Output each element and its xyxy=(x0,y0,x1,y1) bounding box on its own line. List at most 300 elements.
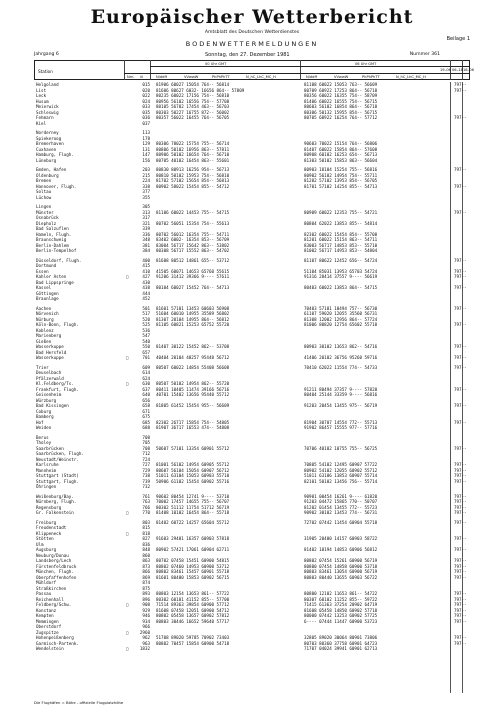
station-name: List xyxy=(36,87,47,93)
obs-0000-group: 80507 60022 14854 55408 56608 xyxy=(156,364,230,370)
station-number: 384 xyxy=(142,248,150,253)
obs-0000-group: 81307 20104 14955 864-- 56812 xyxy=(156,316,230,322)
station-number: 729 xyxy=(142,467,150,473)
obs-0600-group: 91203 04472 15865 770-- 50707 xyxy=(304,499,378,504)
precip-group: 797-- xyxy=(454,499,467,504)
station-name: Straßkirchen xyxy=(36,585,67,591)
subcolumn-header: PhPhPhTT xyxy=(362,75,380,79)
station-name: Lüneburg xyxy=(36,157,57,163)
obs-0600-group: 31905 20400 14157 60903 58722 xyxy=(304,536,378,541)
obs-0000-group: 80308 56717 15552 863-- 54702 xyxy=(156,248,230,253)
precip-group: 797-- xyxy=(454,305,467,311)
obs-0000-group: 91206 31412 39366 9---- 57611 xyxy=(156,274,230,279)
obs-0000-group: 81805 61452 15454 955-- 56609 xyxy=(156,403,230,408)
station-name: Bad Salzuflen xyxy=(36,226,69,231)
station-number: 637 xyxy=(142,386,150,392)
station-number: 763 xyxy=(142,499,150,504)
obs-0600-group: 90901 00454 16261 9---- 61820 xyxy=(304,493,378,499)
station-name: Hameln, Flugh. xyxy=(36,231,72,237)
station-name: Augsburg xyxy=(36,547,57,552)
precip-group: 797-- xyxy=(454,257,467,263)
station-number: 688 xyxy=(142,425,150,430)
station-number: 156 xyxy=(142,157,150,163)
station-name: Nörvenich xyxy=(36,311,59,316)
station-name: Memmingen xyxy=(36,618,59,624)
station-number: 501 xyxy=(142,305,150,311)
obs-0000-group: 80302 60101 41152 855-- 57700 xyxy=(156,596,230,602)
station-name: Hof xyxy=(36,419,44,425)
station-name: Marienberg xyxy=(36,333,62,338)
obs-0000-group: 83402 6002- 16354 853-- 56709 xyxy=(156,237,230,242)
obs-0000-group: 81407 30122 15452 862-- 53708 xyxy=(156,344,230,349)
obs-0000-group: 81906 60027 15054 764-- 56814 xyxy=(156,82,230,87)
mountain-station-marker: □ xyxy=(126,602,129,607)
station-name: Bremen xyxy=(36,178,52,183)
station-number: 520 xyxy=(142,316,150,322)
station-number: 452 xyxy=(142,296,150,301)
obs-0000-group: 82302 26717 15854 754-- 54805 xyxy=(156,419,230,425)
obs-0000-group: 81601 57101 13453 60603 56908 xyxy=(156,305,230,311)
station-number: 339 xyxy=(142,226,150,231)
obs-0600-group: 80705 60922 16254 764-- 57712 xyxy=(304,115,378,120)
obs-0000-group: 80810 50102 15953 754-- 56810 xyxy=(156,172,230,178)
station-name: Leck xyxy=(36,93,47,98)
obs-0000-group: 80902 57421 17061 60904 62711 xyxy=(156,547,230,552)
obs-0600-group: 80603 56102 16854 864-- 56718 xyxy=(304,104,378,109)
station-number: 037 xyxy=(142,120,150,126)
precip-group: 797-- xyxy=(454,596,467,602)
station-number: 727 xyxy=(142,462,150,467)
station-name: Mühldorf xyxy=(36,580,57,585)
station-name: Düsseldorf, Flugh. xyxy=(36,257,82,263)
obs-0000-group: 80411 10405 11474 39166 56716 xyxy=(156,386,230,392)
precip-group: 797-- xyxy=(454,574,467,580)
obs-0600-group: 41406 20102 36756 95260 59716 xyxy=(304,355,378,360)
obs-0600-group: 80709 60922 17253 864-- 56718 xyxy=(304,87,378,93)
station-name: Cuxhaven xyxy=(36,146,57,152)
station-name: Zugspitze xyxy=(36,629,59,635)
mountain-station-marker: □ xyxy=(126,274,129,279)
obs-0000-group: 91603 29401 16357 60903 57818 xyxy=(156,536,230,541)
station-name: Köln-Bonn, Flugh. xyxy=(36,322,79,327)
obs-0000-group: 80105 56702 17454 463-- 56703 xyxy=(156,104,230,109)
date-label: Sonntag, den 27. Dezember 1981 xyxy=(205,52,290,58)
subcolumn-header: N/ddff xyxy=(306,75,317,79)
station-name: Frankfurt, Flugh. xyxy=(36,386,79,392)
station-number: 963 xyxy=(142,640,150,646)
station-name: Meierwick xyxy=(36,104,59,109)
obs-0600-group: 80000 07442 13253 60902 57725 xyxy=(304,613,378,618)
station-name: Nürburg xyxy=(36,316,54,322)
station-name: Bremerhaven xyxy=(36,141,64,146)
station-name: Spiekeroog xyxy=(36,135,62,141)
station-number: 131 xyxy=(142,146,150,152)
station-name: Emden, Hafen xyxy=(36,167,67,172)
obs-0600-group: 80307 60102 11252 855-- 59722 xyxy=(304,596,378,602)
station-name: Neustadt/Weinstr. xyxy=(36,456,79,462)
station-number: 640 xyxy=(142,392,150,397)
station-name: Oldenburg xyxy=(36,172,59,178)
precip-group: 797-- xyxy=(454,445,467,451)
obs-0600-group: 82302 60022 15454 854-- 55708 xyxy=(304,231,378,237)
subcolumn-header: N_hC_LhC_MC_H xyxy=(246,75,276,79)
station-name: Kempten xyxy=(36,613,54,618)
station-name: Bad Lippspringe xyxy=(36,279,74,285)
station-number: 400 xyxy=(142,257,150,263)
precip-group: 797-- xyxy=(454,473,467,478)
obs-0600-group: 83003 56717 14853 853-- 55710 xyxy=(304,242,378,248)
obs-0000-group: 80906 50102 16654 764-- 56710 xyxy=(156,152,230,157)
station-number: 803 xyxy=(142,519,150,525)
obs-0000-group: 81907 36717 16553 474-- 54808 xyxy=(156,425,230,430)
station-number: 848 xyxy=(142,547,150,552)
precip-group: 797-- xyxy=(454,607,467,613)
obs-0600-group: 81407 60022 15854 864-- 57608 xyxy=(304,146,378,152)
obs-0000-group: 81606 80627 6032- 16656 864-- 57809 xyxy=(156,87,245,93)
station-number: 338 xyxy=(142,183,150,189)
obs-0000-group: 80956 56102 16556 754-- 57708 xyxy=(156,98,230,104)
obs-0600-group: 81308 12002 12956 864-- 57724 xyxy=(304,316,378,322)
obs-0600-group: 32805 89020 30064 80901 73806 xyxy=(304,635,378,640)
station-name: Koblenz xyxy=(36,327,54,333)
precip-group: 797-- xyxy=(454,285,467,290)
mountain-station-marker: □ xyxy=(126,355,129,360)
station-number: 671 xyxy=(142,408,150,414)
obs-0600-group: 91203 20454 13455 975-- 56719 xyxy=(304,403,378,408)
obs-0600-group: 81904 30707 14554 772-- 55713 xyxy=(304,419,378,425)
precip-group: 797-- xyxy=(454,87,467,93)
mountain-station-marker: □ xyxy=(126,646,129,651)
station-name: Berus xyxy=(36,434,49,440)
station-number: 147 xyxy=(142,152,150,157)
obs-0600-group: 81406 60022 16555 754-- 56715 xyxy=(304,98,378,104)
obs-0600-group: 81108 60022 15053 763-- 56609 xyxy=(304,82,378,87)
station-number: 866 xyxy=(142,569,150,574)
page-title: Europäischer Wetterbericht xyxy=(90,6,414,28)
group2-time-header: 06 Uhr GMT xyxy=(355,62,377,66)
obs-0600-group: 81006 80820 12754 65602 55718 xyxy=(304,322,378,327)
station-number: 020 xyxy=(142,87,150,93)
station-name: Wendelstein xyxy=(36,646,64,651)
obs-0600-group: 90603 70022 15154 764-- 56806 xyxy=(304,141,378,146)
precip-group: 797-- xyxy=(454,569,467,574)
station-number: 203 xyxy=(142,167,150,172)
station-name: Stuttgart, Flugh. xyxy=(36,478,79,484)
station-number: 657 xyxy=(142,349,150,355)
precip-group: 797-- xyxy=(454,602,467,607)
station-number: 624 xyxy=(142,375,150,381)
station-number: 708 xyxy=(142,445,150,451)
obs-0600-group: 81202 01454 13455 772-- 55723 xyxy=(304,504,378,510)
section-subtitle: BODENWETTERMELDUNGEN xyxy=(185,40,319,48)
precip-group: 797-- xyxy=(454,547,467,552)
station-name: Weißenburg/Bay. xyxy=(36,493,74,499)
station-number: 348 xyxy=(142,237,150,242)
obs-0600-group: 81202 57102 13953 854-- 56705 xyxy=(304,178,378,183)
obs-0000-group: 81608 07458 12051 60900 54712 xyxy=(156,607,230,613)
station-name: Geisenheim xyxy=(36,392,62,397)
station-number: 215 xyxy=(142,172,150,178)
obs-0600-group: 80803 80440 13655 60903 56722 xyxy=(304,574,378,580)
obs-0600-group: 81201 60022 15154 863-- 54711 xyxy=(304,237,378,242)
obs-0600-group: 51104 85031 13953 65703 54724 xyxy=(304,268,378,274)
precip-group: 797-- xyxy=(454,322,467,327)
header-rule xyxy=(150,66,470,67)
obs-0000-group: 40701 15402 13656 95440 55712 xyxy=(156,392,230,397)
station-number: 430 xyxy=(142,279,150,285)
obs-0600-group: 80356 60022 16355 754-- 58709 xyxy=(304,93,378,98)
station-number: 377 xyxy=(142,189,150,194)
station-name: Bad Hersfeld xyxy=(36,349,67,355)
station-number: 708 xyxy=(142,434,150,440)
obs-0000-group: 80702 56012 16354 755-- 54711 xyxy=(156,231,230,237)
obs-0600-group: 61107 59020 12055 35560 56731 xyxy=(304,311,378,316)
precip-group: 797-- xyxy=(454,403,467,408)
station-name: Passau xyxy=(36,591,52,596)
precip-group: 797-- xyxy=(454,640,467,646)
precip-group: 797-- xyxy=(454,478,467,484)
station-name: Konstanz xyxy=(36,607,57,613)
obs-0600-group: 80909 60022 12353 755-- 54721 xyxy=(304,209,378,215)
obs-0000-group: 81105 60821 15253 65752 55720 xyxy=(156,322,230,327)
station-name: Nürnberg, Flugh. xyxy=(36,499,77,504)
station-name: Fürstenfeldbruck xyxy=(36,563,77,569)
station-name: Garmisch-Partenk. xyxy=(36,640,79,646)
station-number: 675 xyxy=(142,414,150,419)
station-number: 024 xyxy=(142,98,150,104)
obs-0600-group: 72702 07442 11454 60904 55718 xyxy=(304,519,378,525)
precip-group: 797-- xyxy=(454,364,467,370)
station-number: 818 xyxy=(142,530,150,536)
station-name: Stuttgart (Stadt) xyxy=(36,473,79,478)
station-number: 827 xyxy=(142,536,150,541)
subcolumn-header: Nrn. xyxy=(127,75,135,79)
subcolumn-header: VVwwW xyxy=(184,75,199,79)
obs-0000-group: 70002 17457 14655 755-- 56707 xyxy=(156,499,230,504)
station-number: 701 xyxy=(142,355,150,360)
obs-0000-group: 81408 10102 16454 864-- 55718 xyxy=(156,510,230,515)
station-number: 874 xyxy=(142,580,150,585)
period-header: 18–06 xyxy=(463,68,474,72)
obs-0600-group: 80908 60102 16253 654-- 56713 xyxy=(304,152,378,157)
station-number: 305 xyxy=(142,204,150,209)
station-name: Kl.Feldberg/Ts. xyxy=(36,381,74,386)
obs-0000-group: 80802 83461 15457 60901 55718 xyxy=(156,569,230,574)
precip-group: 797-- xyxy=(454,419,467,425)
precip-group: 797-- xyxy=(454,618,467,624)
obs-0000-group: 80705 40102 16454 863-- 55601 xyxy=(156,157,230,163)
station-name: Klippeneck xyxy=(36,530,62,536)
station-number: 1832 xyxy=(139,646,150,651)
station-number: 929 xyxy=(142,607,150,613)
obs-0600-group: 81303 50102 15853 863-- 56604 xyxy=(304,157,378,163)
station-name: Fehmarn xyxy=(36,115,54,120)
obs-0600-group: 82101 50102 13456 756-- 55714 xyxy=(304,478,378,484)
station-number: 336 xyxy=(142,231,150,237)
station-number: 946 xyxy=(142,613,150,618)
precip-group: 797-- xyxy=(454,183,467,189)
station-name: Berlin-Dahlem xyxy=(36,242,69,248)
obs-0000-group: 80803 30446 16652 59640 57717 xyxy=(156,618,230,624)
precip-group: 797-- xyxy=(454,536,467,541)
station-name: Husum xyxy=(36,98,49,104)
station-name: Aachen xyxy=(36,305,52,311)
obs-0000-group: 51708 89020 59785 70902 73403 xyxy=(156,635,230,640)
station-number: 410 xyxy=(142,268,150,274)
obs-0000-group: 80702 56051 15354 754-- 55613 xyxy=(156,220,230,226)
obs-0000-group: 80802 05458 13657 60902 57812 xyxy=(156,613,230,618)
obs-0000-group: 81106 60022 14453 755-- 54715 xyxy=(156,209,230,215)
obs-0600-group: 71415 61363 37254 20902 64719 xyxy=(304,602,378,607)
publisher-subtitle: Amtsblatt des Deutschen Wetterdienstes xyxy=(204,30,300,35)
station-number: 685 xyxy=(142,419,150,425)
station-name: Wasserkuppe xyxy=(36,355,64,360)
obs-0600-group: 81002 56717 14953 853-- 54804 xyxy=(304,248,378,253)
station-number: 033 xyxy=(142,104,150,109)
station-number: 355 xyxy=(142,194,150,200)
obs-0600-group: 80903 30102 13653 862-- 54716 xyxy=(304,344,378,349)
station-number: 427 xyxy=(142,274,150,279)
obs-0000-group: 80507 50102 14954 862-- 55720 xyxy=(156,381,230,386)
precip-group: 797-- xyxy=(454,115,467,120)
station-name: Saarbrücken xyxy=(36,445,64,451)
obs-0000-group: 81601 80400 15853 60902 56715 xyxy=(156,574,230,580)
station-number: 724 xyxy=(142,456,150,462)
station-number: 313 xyxy=(142,209,150,215)
station-name: Regensburg xyxy=(36,504,62,510)
obs-0600-group: 80404 25144 33359 9---- 56816 xyxy=(304,392,378,397)
station-name: Braunlage xyxy=(36,296,59,301)
precip-group: 797-- xyxy=(454,209,467,215)
station-name: Diepholz xyxy=(36,220,57,226)
station-name: Lüchow xyxy=(36,194,52,200)
station-number: 381 xyxy=(142,242,150,248)
obs-0000-group: 50906 61102 15454 60902 55716 xyxy=(156,478,230,484)
mountain-station-marker: □ xyxy=(126,530,129,536)
station-name: Braunschweig xyxy=(36,237,67,242)
obs-0000-group: 80306 78022 15754 755-- 56714 xyxy=(156,141,230,146)
station-number: 863 xyxy=(142,558,150,563)
obs-0600-group: 71707 04024 39941 60901 62713 xyxy=(304,646,378,651)
station-name: Kahler Asten xyxy=(36,274,67,279)
station-name: Trier xyxy=(36,364,49,370)
station-number: 517 xyxy=(142,311,150,316)
obs-0600-group: 80803 83461 13054 60900 56719 xyxy=(304,569,378,574)
station-table-body xyxy=(34,82,470,652)
obs-0000-group: 81402 60722 14257 65604 55712 xyxy=(156,519,230,525)
station-number: 738 xyxy=(142,473,150,478)
obs-0600-group: 91902 86457 15555 977-- 57716 xyxy=(304,425,378,430)
precip-group: 797-- xyxy=(454,344,467,349)
station-number: 540 xyxy=(142,338,150,344)
obs-0000-group: 80235 60022 17156 754-- 56810 xyxy=(156,93,230,98)
station-number: 712 xyxy=(142,451,150,456)
precip-group: 797-- xyxy=(454,563,467,569)
precip-group: 797-- xyxy=(454,613,467,618)
station-number: 224 xyxy=(142,178,150,183)
station-name: Oberstdorf xyxy=(36,624,62,629)
station-number: 705 xyxy=(142,440,150,445)
station-name: Ulm xyxy=(36,541,44,547)
station-name: Karlsruhe xyxy=(36,462,59,467)
station-name: Weiden xyxy=(36,425,52,430)
obs-0600-group: 80703 80360 37758 60901 64723 xyxy=(304,640,378,646)
station-number: 739 xyxy=(142,478,150,484)
precip-group: 797-- xyxy=(454,519,467,525)
station-name: Neuburg/Donau xyxy=(36,552,69,558)
header-divider xyxy=(124,60,125,80)
station-name: Wasserkuppe xyxy=(36,344,64,349)
station-number: 015 xyxy=(142,82,150,87)
obs-0600-group: 80306 50132 15955 854-- 56715 xyxy=(304,109,378,115)
station-name: Tholey xyxy=(36,440,52,445)
precip-group: 797-- xyxy=(454,504,467,510)
obs-0600-group: 81402 10194 14853 60906 56812 xyxy=(304,547,378,552)
station-name: Dortmund xyxy=(36,263,57,268)
subcolumn-header: VVwwW xyxy=(334,75,349,79)
station-name: Hannover, Flugh. xyxy=(36,183,77,189)
precip-group: 797-- xyxy=(454,386,467,392)
supplement-label: Beilage 1 xyxy=(446,36,470,42)
obs-0600-group: 80800 12102 11653 861-- 54722 xyxy=(304,591,378,596)
station-number: 022 xyxy=(142,93,150,98)
station-number: 036 xyxy=(142,115,150,120)
header-divider xyxy=(150,60,151,80)
station-number: 614 xyxy=(142,370,150,375)
mountain-station-marker: □ xyxy=(126,629,129,635)
station-name: Deuselbach xyxy=(36,370,62,375)
station-name: Gießen xyxy=(36,338,52,344)
station-number: 934 xyxy=(142,618,150,624)
station-name: Essen xyxy=(36,268,49,274)
obs-0000-group: 81702 57102 15654 854-- 56813 xyxy=(156,178,230,183)
subcolumn-header: N/ddff xyxy=(156,75,167,79)
table-row xyxy=(34,646,470,652)
obs-0600-group: 70410 62022 11554 774-- 54733 xyxy=(304,364,378,370)
obs-0000-group: 83004 56717 15642 863-- 53802 xyxy=(156,242,230,248)
obs-0000-group: 80902 58022 15454 855-- 54712 xyxy=(156,183,230,189)
station-number: 860 xyxy=(142,552,150,558)
station-number: 415 xyxy=(142,263,150,268)
station-column-header: Station xyxy=(38,69,53,74)
station-number: 630 xyxy=(142,381,150,386)
station-number: 2960 xyxy=(139,629,150,635)
station-number: 836 xyxy=(142,541,150,547)
precip-group: 797-- xyxy=(454,167,467,172)
mountain-station-marker: □ xyxy=(126,381,129,386)
precip-group: 797-- xyxy=(454,274,467,279)
obs-0600-group: 80903 18104 15254 755-- 56816 xyxy=(304,167,378,172)
station-name: Kiel xyxy=(36,120,47,126)
station-number: 035 xyxy=(142,109,150,115)
obs-0600-group: 70706 40102 10755 755-- 56725 xyxy=(304,445,378,451)
subcolumn-header: iii xyxy=(140,75,143,79)
precip-group: 797-- xyxy=(454,635,467,640)
station-name: Freiburg xyxy=(36,519,57,525)
obs-0600-group: 81701 57102 14254 855-- 54713 xyxy=(304,183,378,189)
header-rule xyxy=(124,73,470,74)
station-number: 609 xyxy=(142,364,150,370)
obs-0000-group: 80303 50227 16755 872-- 56002 xyxy=(156,109,230,115)
station-name: Bad Kissingen xyxy=(36,403,69,408)
station-number: 656 xyxy=(142,397,150,403)
station-number: 962 xyxy=(142,635,150,640)
station-number: 113 xyxy=(142,130,150,135)
precip-group: 797-- xyxy=(454,493,467,499)
precip-group: 797-- xyxy=(454,510,467,515)
station-number: 129 xyxy=(142,141,150,146)
obs-0000-group: 90602 80454 12741 9---- 53710 xyxy=(156,493,230,499)
